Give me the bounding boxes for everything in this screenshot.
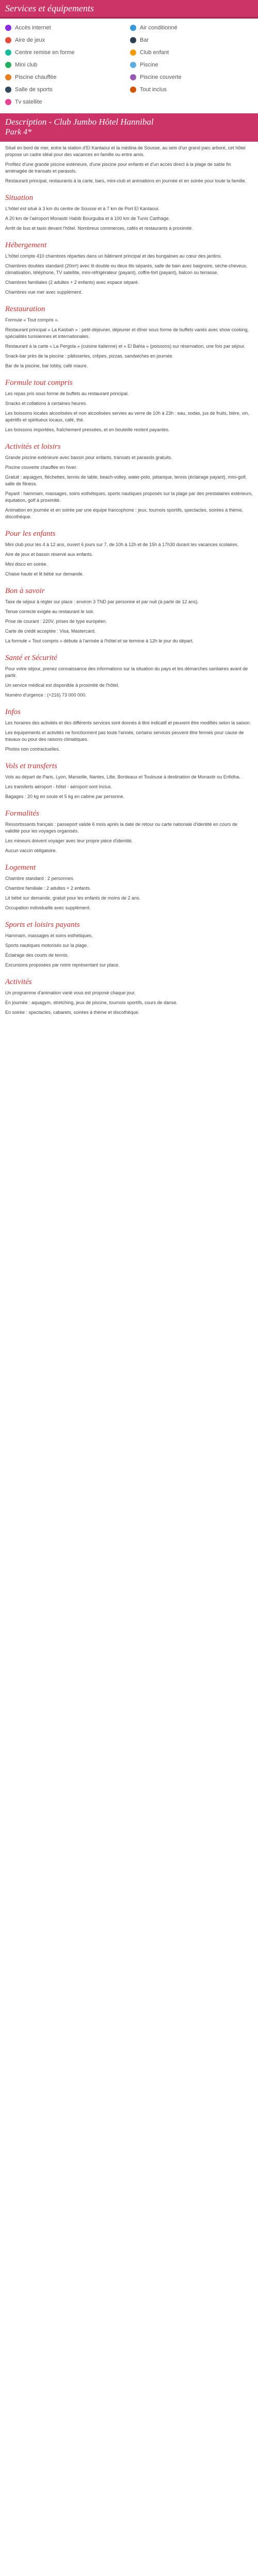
services-grid bbox=[0, 19, 258, 113]
section-line: Hammam, massages et soins esthétiques. bbox=[5, 933, 93, 938]
section-line: Chambre standard : 2 personnes. bbox=[5, 876, 75, 881]
description-subtitle: Park 4* bbox=[5, 128, 32, 137]
section-line: Les mineurs doivent voyager avec leur propre pièce d'identité. bbox=[5, 838, 133, 843]
section-line: La formule « Tout compris » débute à l'arrivée à l'hôtel et se termine à 12h le jour du départ. bbox=[5, 638, 194, 643]
section-line: Les repas pris sous forme de buffets au restaurant principal. bbox=[5, 391, 129, 396]
section-line: Taxe de séjour à régler sur place : environ 3 TND par personne et par nuit (à partir de 12 ans). bbox=[5, 599, 199, 604]
section-title: Vols et transferts bbox=[5, 762, 57, 770]
services-heading: Services et équipements bbox=[0, 0, 258, 19]
section-title: Bon à savoir bbox=[5, 587, 45, 595]
section-line: Les équipements et activités ne fonctionnent pas toute l'année, certains services peuvent être fermés pour cause de travaux ou pour des raisons climatiques. bbox=[5, 730, 244, 742]
section-title: Infos bbox=[5, 708, 21, 716]
service-item bbox=[5, 24, 128, 32]
service-item bbox=[5, 48, 128, 57]
intro-paragraph: Restaurant principal, restaurants à la carte, bars, mini-club et animations en journée et en soirée pour toute la famille. bbox=[5, 178, 247, 183]
service-label: Accès internet bbox=[15, 25, 51, 31]
section-line: L'hôtel est situé à 3 km du centre de Sousse et à 7 km de Port El Kantaoui. bbox=[5, 206, 159, 211]
service-label: Tout inclus bbox=[140, 87, 167, 93]
section-line: Restaurant à la carte « La Pergola » (cuisine italienne) et « El Bahia » (poissons) sur réservation, une fois par séjour. bbox=[5, 344, 246, 349]
content-body bbox=[0, 142, 258, 1016]
section-line: Mini disco en soirée. bbox=[5, 562, 48, 567]
service-dot-icon bbox=[130, 25, 136, 31]
service-item bbox=[130, 36, 253, 44]
service-item bbox=[5, 86, 128, 94]
section-line: Photos non contractuelles. bbox=[5, 747, 60, 752]
service-label: Tv satellite bbox=[15, 99, 42, 105]
section-line: Occupation individuelle avec supplément. bbox=[5, 905, 91, 910]
section-title: Pour les enfants bbox=[5, 530, 56, 538]
section-line: Sports nautiques motorisés sur la plage. bbox=[5, 943, 88, 948]
service-dot-icon bbox=[5, 62, 11, 68]
section-line: Lit bébé sur demande, gratuit pour les enfants de moins de 2 ans. bbox=[5, 895, 141, 901]
section-line: Éclairage des courts de tennis. bbox=[5, 953, 69, 958]
section-line: Pour votre séjour, prenez connaissance des informations sur la situation du pays et les démarches sanitaires avant de partir. bbox=[5, 666, 248, 678]
section-line: Bar de la piscine, bar lobby, café maure. bbox=[5, 363, 88, 368]
service-dot-icon bbox=[5, 25, 11, 31]
section-line: Restaurant principal « La Kasbah » : petit-déjeuner, déjeuner et dîner sous forme de buffets variés avec show cooking, spécialités tunisiennes et internationales. bbox=[5, 327, 249, 339]
service-label: Piscine chauffée bbox=[15, 74, 57, 80]
service-label: Club enfant bbox=[140, 49, 169, 56]
service-dot-icon bbox=[130, 37, 136, 43]
section-line: Les boissons importées, fraîchement pressées, et en bouteille restent payantes. bbox=[5, 427, 170, 432]
section-line: Piscine couverte chauffée en hiver. bbox=[5, 465, 77, 470]
service-dot-icon bbox=[5, 49, 11, 56]
service-item bbox=[130, 86, 253, 94]
description-title: Description - Club Jumbo Hôtel Hannibal bbox=[5, 117, 154, 127]
section-line: Carte de crédit acceptée : Visa, Mastercard. bbox=[5, 629, 96, 634]
service-dot-icon bbox=[5, 99, 11, 105]
intro-paragraph: Profitez d'une grande piscine extérieure, d'une piscine pour enfants et d'un accès direct à la plage de sable fin aménagée de transats et parasols. bbox=[5, 162, 231, 174]
service-item bbox=[130, 73, 253, 81]
section-line: Formule « Tout compris ». bbox=[5, 317, 59, 323]
section-line: Chambres familiales (2 adultes + 2 enfants) avec espace séparé. bbox=[5, 280, 139, 285]
section-title: Activités bbox=[5, 978, 32, 986]
section-line: Animation en journée et en soirée par une équipe francophone : jeux, tournois sportifs, spectacles, soirées à thème, discothèque. bbox=[5, 507, 244, 519]
section-title: Santé et Sécurité bbox=[5, 654, 57, 662]
service-item bbox=[5, 73, 128, 81]
section-line: Aucun vaccin obligatoire. bbox=[5, 848, 57, 853]
service-label: Mini club bbox=[15, 62, 38, 68]
section-line: Excursions proposées par notre représentant sur place. bbox=[5, 962, 120, 968]
section-line: Bagages : 20 kg en soute et 5 kg en cabine par personne. bbox=[5, 794, 125, 799]
section-title: Formalités bbox=[5, 809, 39, 818]
service-dot-icon bbox=[130, 74, 136, 80]
section-title: Activités et loisirs bbox=[5, 443, 61, 451]
section-line: A 20 km de l'aéroport Monastir Habib Bourguiba et à 100 km de Tunis Carthage. bbox=[5, 216, 170, 221]
section-line: Tenue correcte exigée au restaurant le soir. bbox=[5, 609, 94, 614]
section-line: En soirée : spectacles, cabarets, soirées à thème et discothèque. bbox=[5, 1010, 140, 1015]
section-line: Gratuit : aquagym, fléchettes, tennis de table, beach-volley, water-polo, pétanque, tennis (éclairage payant), mini-golf, salle de fitness. bbox=[5, 474, 247, 486]
section-line: Les transferts aéroport - hôtel - aéroport sont inclus. bbox=[5, 784, 112, 789]
service-item bbox=[130, 24, 253, 32]
section-line: Grande piscine extérieure avec bassin pour enfants, transats et parasols gratuits. bbox=[5, 455, 172, 460]
section-line: Chambres doubles standard (20m²) avec lit double ou deux lits séparés, salle de bain avec baignoire, sèche-cheveux, climatisation, téléphone, TV satellite, mini-réfrigérateur (payant), coffre-fort (payant), balcon ou terrasse. bbox=[5, 263, 248, 275]
service-dot-icon bbox=[130, 49, 136, 56]
section-line: En journée : aquagym, stretching, jeux de piscine, tournois sportifs, cours de danse. bbox=[5, 1000, 178, 1005]
section-line: Un service médical est disponible à proximité de l'hôtel. bbox=[5, 683, 119, 688]
section-title: Formule tout compris bbox=[5, 379, 73, 387]
service-item bbox=[130, 61, 253, 69]
service-item bbox=[5, 98, 128, 106]
description-header bbox=[0, 113, 258, 142]
section-title: Hébergement bbox=[5, 241, 47, 249]
page bbox=[0, 0, 258, 1016]
service-label: Air conditionné bbox=[140, 25, 178, 31]
section-line: Arrêt de bus et taxis devant l'hôtel. Nombreux commerces, cafés et restaurants à proximité. bbox=[5, 226, 193, 231]
service-item bbox=[5, 61, 128, 69]
service-label: Bar bbox=[140, 37, 149, 43]
section-line: Prise de courant : 220V, prises de type européen. bbox=[5, 619, 107, 624]
service-label: Aire de jeux bbox=[15, 37, 45, 43]
section-line: Chambres vue mer avec supplément. bbox=[5, 290, 83, 295]
service-label: Piscine bbox=[140, 62, 158, 68]
section-line: Vols au départ de Paris, Lyon, Marseille, Nantes, Lille, Bordeaux et Toulouse à destination de Monastir ou Enfidha. bbox=[5, 774, 240, 779]
section-line: Numéro d'urgence : (+216) 73 000 000. bbox=[5, 692, 87, 698]
section-line: Snacks et collations à certaines heures. bbox=[5, 401, 87, 406]
section-title: Sports et loisirs payants bbox=[5, 921, 80, 929]
service-label: Piscine couverte bbox=[140, 74, 182, 80]
service-label: Centre remise en forme bbox=[15, 49, 75, 56]
service-dot-icon bbox=[130, 62, 136, 68]
service-dot-icon bbox=[130, 87, 136, 93]
service-dot-icon bbox=[5, 74, 11, 80]
section-line: Un programme d'animation varié vous est proposé chaque jour. bbox=[5, 990, 136, 995]
service-dot-icon bbox=[5, 87, 11, 93]
section-line: Chambre familiale : 2 adultes + 2 enfants. bbox=[5, 886, 91, 891]
service-dot-icon bbox=[5, 37, 11, 43]
section-line: L'hôtel compte 410 chambres réparties dans un bâtiment principal et des bungalows au cœur des jardins. bbox=[5, 253, 222, 259]
section-line: Aire de jeux et bassin réservé aux enfants. bbox=[5, 552, 93, 557]
service-label: Salle de sports bbox=[15, 87, 53, 93]
section-line: Chaise haute et lit bébé sur demande. bbox=[5, 571, 84, 577]
service-item bbox=[5, 36, 128, 44]
section-line: Ressortissants français : passeport valide 6 mois après la date de retour ou carte nationale d'identité en cours de validité pour les voyages organisés. bbox=[5, 822, 237, 834]
service-item bbox=[130, 48, 253, 57]
section-title: Logement bbox=[5, 863, 36, 872]
section-title: Restauration bbox=[5, 305, 45, 313]
section-line: Mini club pour les 4 à 12 ans, ouvert 6 jours sur 7, de 10h à 12h et de 15h à 17h30 durant les vacances scolaires. bbox=[5, 542, 239, 547]
section-line: Payant : hammam, massages, soins esthétiques, sports nautiques proposés sur la plage par des prestataires extérieurs, équitation, golf à proximité. bbox=[5, 491, 253, 503]
section-line: Les boissons locales alcoolisées et non alcoolisées servies au verre de 10h à 23h : eau, sodas, jus de fruits, bière, vin, apéritifs et spiritueux locaux, café, thé. bbox=[5, 411, 249, 422]
section-line: Snack-bar près de la piscine : pâtisseries, crêpes, pizzas, sandwiches en journée. bbox=[5, 353, 174, 359]
section-line: Les horaires des activités et des différents services sont donnés à titre indicatif et peuvent être modifiés selon la saison. bbox=[5, 720, 251, 725]
section-title: Situation bbox=[5, 194, 34, 202]
intro-paragraph: Situé en bord de mer, entre la station d'El Kantaoui et la médina de Sousse, au sein d'un grand parc arboré, cet hôtel propose un cadre idéal pour des vacances en famille ou entre amis. bbox=[5, 145, 246, 157]
